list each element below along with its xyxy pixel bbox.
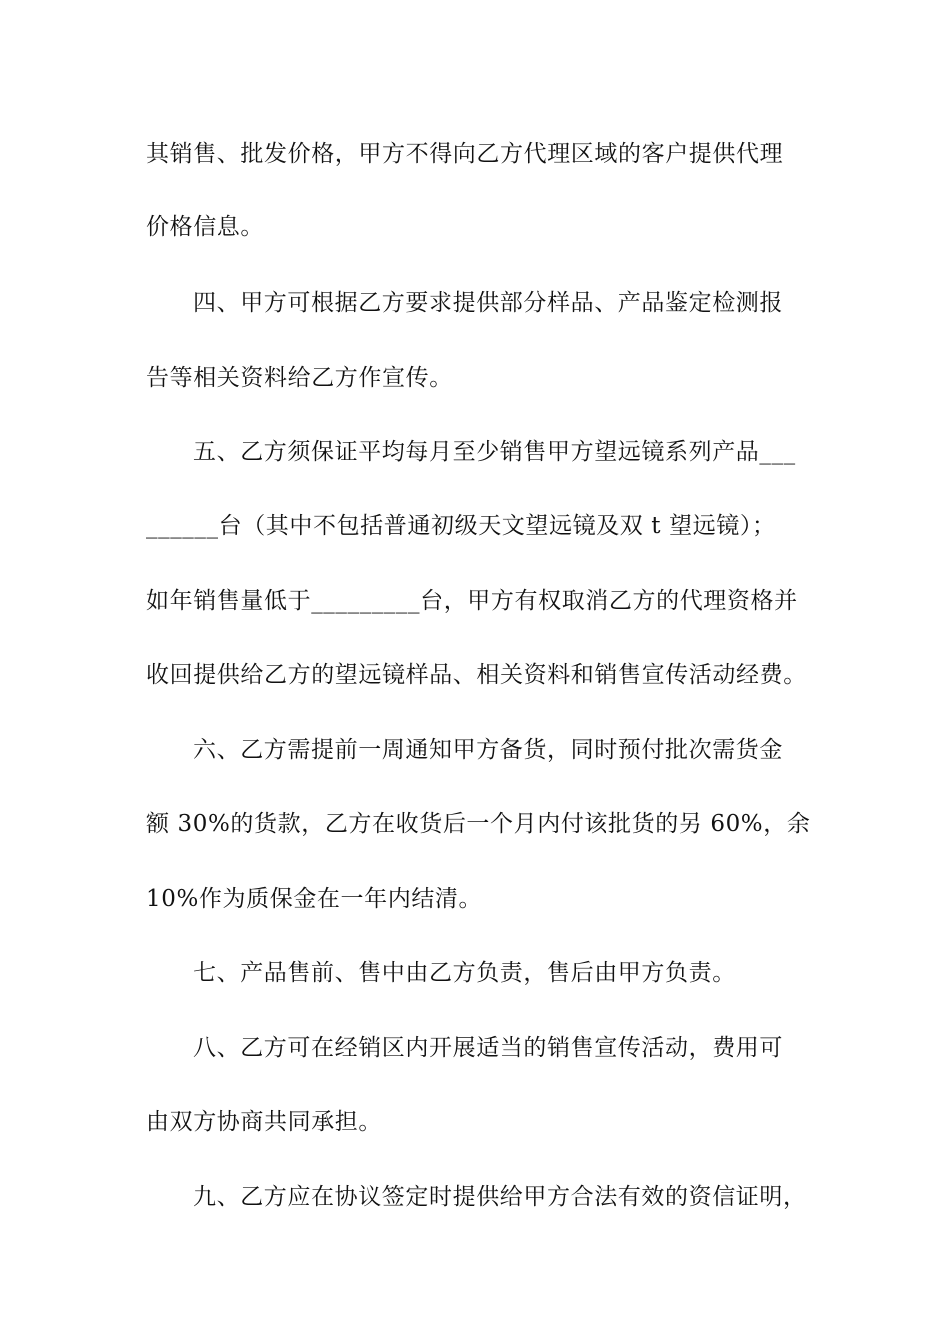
text-line: 由双方协商共同承担。 — [146, 1109, 382, 1135]
text-line: 收回提供给乙方的望远镜样品、相关资料和销售宣传活动经费。 — [146, 662, 807, 688]
text-line: 10%作为质保金在一年内结清。 — [146, 886, 483, 912]
text-line: 价格信息。 — [146, 214, 264, 240]
clause-eight-start: 八、乙方可在经销区内开展适当的销售宣传活动，费用可 — [193, 1035, 783, 1061]
clause-nine-start: 九、乙方应在协议签定时提供给甲方合法有效的资信证明， — [193, 1184, 807, 1210]
clause-six-start: 六、乙方需提前一周通知甲方备货，同时预付批次需货金 — [193, 737, 783, 763]
text-line: 额 30%的货款，乙方在收货后一个月内付该批货的另 60%，余 — [146, 811, 811, 837]
clause-four-start: 四、甲方可根据乙方要求提供部分样品、产品鉴定检测报 — [193, 290, 783, 316]
text-line: 如年销售量低于_________台，甲方有权取消乙方的代理资格并 — [146, 588, 798, 614]
text-line: ______台（其中不包括普通初级天文望远镜及双 t 望远镜）； — [146, 513, 776, 539]
clause-five-start: 五、乙方须保证平均每月至少销售甲方望远镜系列产品___ — [193, 439, 796, 465]
text-line: 告等相关资料给乙方作宣传。 — [146, 365, 453, 391]
text-line: 其销售、批发价格，甲方不得向乙方代理区域的客户提供代理 — [146, 141, 784, 167]
clause-seven: 七、产品售前、售中由乙方负责，售后由甲方负责。 — [193, 960, 736, 986]
